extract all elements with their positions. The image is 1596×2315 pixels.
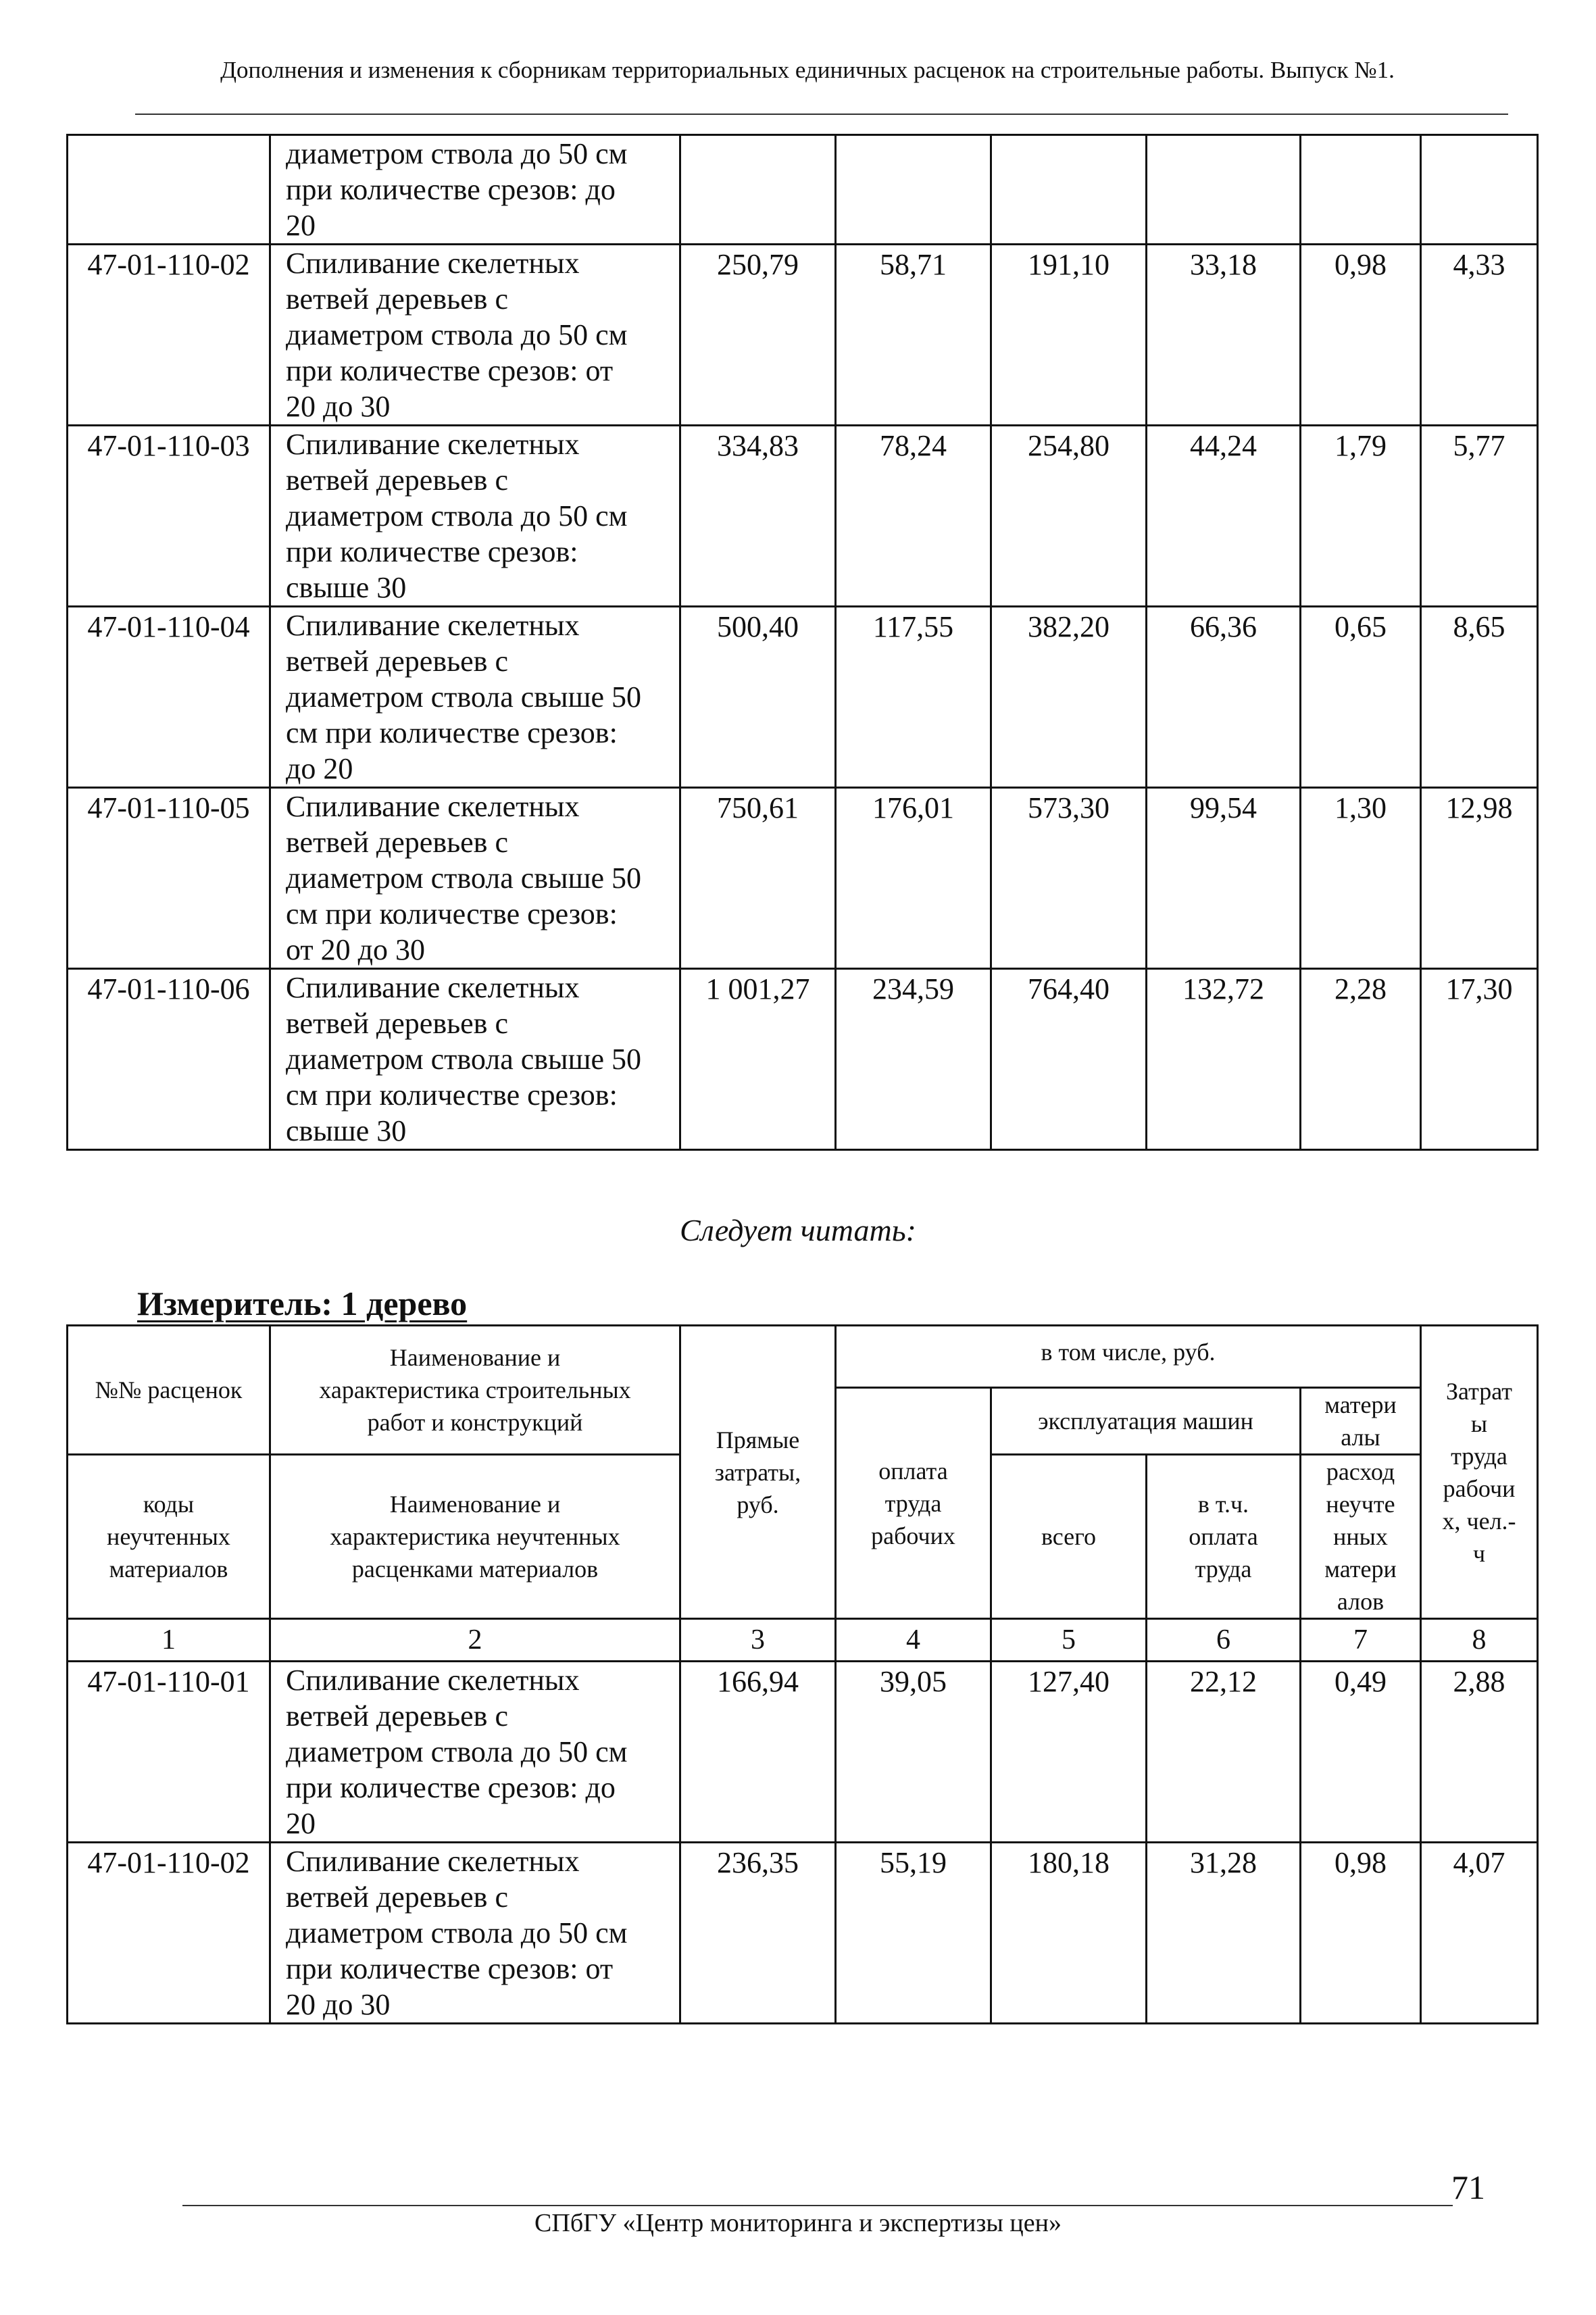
- labor-hours-cell: 4,07: [1421, 1843, 1538, 2024]
- direct-costs-cell: 1 001,27: [680, 969, 836, 1150]
- column-number: 8: [1421, 1619, 1538, 1662]
- labor-hours-cell: 8,65: [1421, 607, 1538, 788]
- labor-pay-cell: 58,71: [836, 245, 991, 426]
- description-cell: Спиливание скелетных ветвей деревьев с диаметром ствола свыше 50 см при количестве срезов: до 20: [270, 607, 680, 788]
- labor-hours-cell: 12,98: [1421, 788, 1538, 969]
- code-cell: 47-01-110-05: [68, 788, 270, 969]
- direct-costs-cell: 750,61: [680, 788, 836, 969]
- description-cell: Спиливание скелетных ветвей деревьев с диаметром ствола до 50 см при количестве срезов: до 20: [270, 1662, 680, 1843]
- header-row: [68, 1326, 1538, 1388]
- labor-pay-cell: 78,24: [836, 426, 991, 607]
- header-unaccounted-name: Наименование и характеристика неучтенных расценками материалов: [270, 1455, 680, 1619]
- column-number: 3: [680, 1619, 836, 1662]
- table-row: [68, 788, 1538, 969]
- header-machines-group: эксплуатация машин: [991, 1388, 1301, 1455]
- direct-costs-cell: 500,40: [680, 607, 836, 788]
- description-cell: Спиливание скелетных ветвей деревьев с диаметром ствола свыше 50 см при количестве срезов: от 20 до 30: [270, 788, 680, 969]
- machines-labor-cell: 99,54: [1147, 788, 1301, 969]
- measure-unit: Измеритель: 1 дерево: [137, 1285, 468, 1322]
- labor-pay-cell: 39,05: [836, 1662, 991, 1843]
- labor-pay-cell: 55,19: [836, 1843, 991, 2024]
- column-number: 1: [68, 1619, 270, 1662]
- labor-pay-cell: 234,59: [836, 969, 991, 1150]
- header-unaccounted-materials: расход неучте нных матери алов: [1301, 1455, 1421, 1619]
- footer-divider: [182, 2205, 1453, 2206]
- header-divider: [135, 114, 1508, 115]
- description-cell: диаметром ствола до 50 см при количестве срезов: до 20: [270, 135, 680, 245]
- machines-labor-cell: 44,24: [1147, 426, 1301, 607]
- materials-cell: 0,98: [1301, 245, 1421, 426]
- header-labor-pay: оплата труда рабочих: [836, 1388, 991, 1619]
- column-numbers-row: [68, 1619, 1538, 1662]
- code-cell: 47-01-110-01: [68, 1662, 270, 1843]
- header-materials: матери алы: [1301, 1388, 1421, 1455]
- table-row: [68, 969, 1538, 1150]
- top-rates-table: [66, 134, 1539, 1151]
- table-row: [68, 1843, 1538, 2024]
- column-number: 5: [991, 1619, 1147, 1662]
- header-unaccounted-codes: коды неучтенных материалов: [68, 1455, 270, 1619]
- machines-total-cell: 180,18: [991, 1843, 1147, 2024]
- header-machines-total: всего: [991, 1455, 1147, 1619]
- header-codes: №№ расценок: [68, 1326, 270, 1455]
- column-number: 6: [1147, 1619, 1301, 1662]
- table-row: [68, 1662, 1538, 1843]
- code-cell: 47-01-110-04: [68, 607, 270, 788]
- machines-labor-cell: 132,72: [1147, 969, 1301, 1150]
- table-row: [68, 245, 1538, 426]
- column-number: 4: [836, 1619, 991, 1662]
- direct-costs-cell: 236,35: [680, 1843, 836, 2024]
- footer-organization: СПбГУ «Центр мониторинга и экспертизы цен»: [534, 2209, 1062, 2237]
- header-name: Наименование и характеристика строительных работ и конструкций: [270, 1326, 680, 1455]
- description-cell: Спиливание скелетных ветвей деревьев с диаметром ствола свыше 50 см при количестве срезов: свыше 30: [270, 969, 680, 1150]
- column-number: 2: [270, 1619, 680, 1662]
- direct-costs-cell: 334,83: [680, 426, 836, 607]
- description-cell: Спиливание скелетных ветвей деревьев с диаметром ствола до 50 см при количестве срезов: свыше 30: [270, 426, 680, 607]
- materials-cell: 0,98: [1301, 1843, 1421, 2024]
- description-cell: Спиливание скелетных ветвей деревьев с диаметром ствола до 50 см при количестве срезов: от 20 до 30: [270, 245, 680, 426]
- header-labor-hours: Затрат ы труда рабочи х, чел.- ч: [1421, 1326, 1538, 1619]
- code-cell: 47-01-110-02: [68, 1843, 270, 2024]
- machines-total-cell: 254,80: [991, 426, 1147, 607]
- code-cell: 47-01-110-02: [68, 245, 270, 426]
- machines-labor-cell: 31,28: [1147, 1843, 1301, 2024]
- materials-cell: 1,79: [1301, 426, 1421, 607]
- labor-hours-cell: 2,88: [1421, 1662, 1538, 1843]
- column-number: 7: [1301, 1619, 1421, 1662]
- table-row: [68, 607, 1538, 788]
- direct-costs-cell: 250,79: [680, 245, 836, 426]
- materials-cell: 1,30: [1301, 788, 1421, 969]
- bottom-rates-table: [66, 1324, 1539, 2024]
- direct-costs-cell: 166,94: [680, 1662, 836, 1843]
- table-row: [68, 426, 1538, 607]
- code-cell: 47-01-110-03: [68, 426, 270, 607]
- section-heading: Следует читать:: [680, 1213, 916, 1247]
- table-row-continuation: [68, 135, 1538, 245]
- labor-hours-cell: 4,33: [1421, 245, 1538, 426]
- machines-labor-cell: 66,36: [1147, 607, 1301, 788]
- labor-pay-cell: 117,55: [836, 607, 991, 788]
- materials-cell: 0,49: [1301, 1662, 1421, 1843]
- materials-cell: 0,65: [1301, 607, 1421, 788]
- machines-total-cell: 127,40: [991, 1662, 1147, 1843]
- machines-total-cell: 382,20: [991, 607, 1147, 788]
- header-machines-labor: в т.ч. оплата труда: [1147, 1455, 1301, 1619]
- machines-total-cell: 191,10: [991, 245, 1147, 426]
- labor-hours-cell: 17,30: [1421, 969, 1538, 1150]
- machines-total-cell: 764,40: [991, 969, 1147, 1150]
- page-number: 71: [1451, 2168, 1485, 2206]
- labor-hours-cell: 5,77: [1421, 426, 1538, 607]
- code-cell: 47-01-110-06: [68, 969, 270, 1150]
- description-cell: Спиливание скелетных ветвей деревьев с диаметром ствола до 50 см при количестве срезов: от 20 до 30: [270, 1843, 680, 2024]
- machines-labor-cell: 33,18: [1147, 245, 1301, 426]
- materials-cell: 2,28: [1301, 969, 1421, 1150]
- machines-total-cell: 573,30: [991, 788, 1147, 969]
- page-header: Дополнения и изменения к сборникам территориальных единичных расценок на строительные работы. Выпуск №1.: [220, 57, 1395, 83]
- code-cell: [68, 135, 270, 245]
- header-direct-costs: Прямые затраты, руб.: [680, 1326, 836, 1619]
- header-including: в том числе, руб.: [836, 1326, 1421, 1388]
- labor-pay-cell: 176,01: [836, 788, 991, 969]
- machines-labor-cell: 22,12: [1147, 1662, 1301, 1843]
